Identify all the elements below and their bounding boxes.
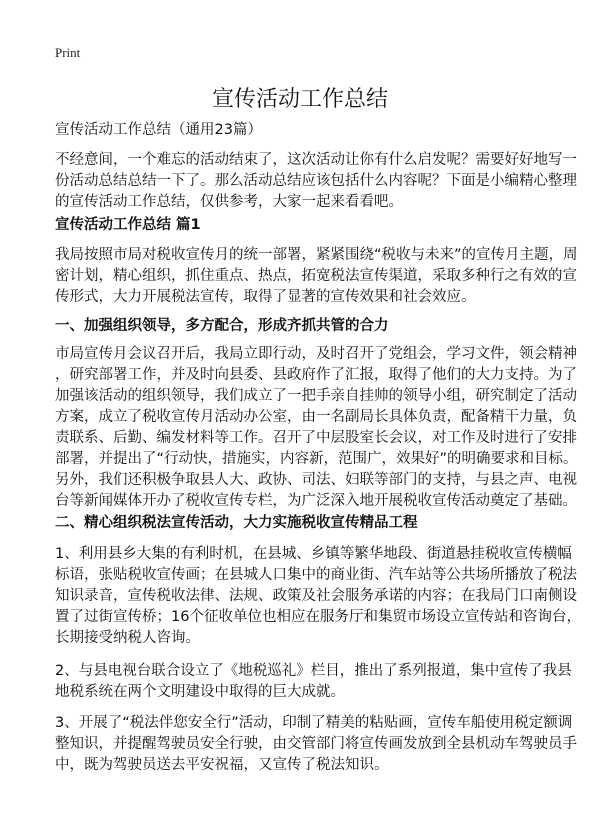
text-line: 不经意间，一个难忘的活动结束了，这次活动让你有什么启发呢？需要好好地写一 [55,152,577,168]
text-line: 方案，成立了税收宣传月活动办公室，由一名副局长具体负责，配备精干力量，负 [55,409,577,425]
section-1-heading: 一、加强组织领导，多方配合，形成齐抓共管的合力 [55,318,389,334]
text-line: 整知识，并提醒驾驶员安全行驶，由交管部门将宣传画发放到全县机动车驾驶员手 [55,736,577,752]
text-line: 传形式，大力开展税法宣传，取得了显著的宣传效果和社会效应。 [55,289,476,305]
section-2-heading: 二、精心组织税法宣传活动，大力实施税收宣传精品工程 [55,515,418,531]
paragraph-1 [55,245,578,308]
text-line: 1、利用县乡大集的有利时机，在县城、乡镇等繁华地段、街道悬挂税收宣传横幅 [55,546,572,562]
page-title: 宣传活动工作总结 [211,87,388,112]
article-heading: 宣传活动工作总结 篇1 [55,217,201,233]
item-3-paragraph [55,713,575,776]
text-line: 加强该活动的组织领导，我们成立了一把手亲自挂帅的领导小组，研究制定了活动 [55,388,577,404]
print-link[interactable]: Print [55,45,81,60]
text-line: 知识录音，宣传税收法律、法规、政策及社会服务承诺的内容；在我局门口南侧设 [55,588,577,604]
text-line: 置了过街宣传桥；16个征收单位也相应在服务厅和集贸市场设立宣传站和咨询台， [55,609,581,625]
text-line: 中，既为驾驶员送去平安祝福，又宣传了税法知识。 [55,757,389,773]
text-line: 责联系、后勤、编发材料等工作。召开了中层股室长会议，对工作及时进行了安排 [55,430,577,446]
text-line: 标语，张贴税收宣传画；在县城人口集中的商业街、汽车站等公共场所播放了税法 [55,567,577,583]
subtitle [55,120,575,141]
text-line: 我局按照市局对税收宣传月的统一部署，紧紧围绕“税收与未来”的宣传月主题，周 [55,247,578,263]
text-line: 长期接受纳税人咨询。 [55,630,200,646]
item-1-paragraph [55,544,581,649]
text-line: 台等新闻媒体开办了税收宣传专栏，为广泛深入地开展税收宣传活动奠定了基础。 [55,493,577,509]
text-line: ，研究部署工作，并及时向县委、县政府作了汇报，取得了他们的大力支持。为了 [55,367,577,383]
text-line: 2、与县电视台联合设立了《地税巡礼》栏目，推出了系列报道，集中宣传了我县 [55,663,572,679]
intro-paragraph [55,150,575,213]
text-line: 另外，我们还积极争取县人大、政协、司法、妇联等部门的支持，与县之声、电视 [55,472,577,488]
text-line: 地税系统在两个文明建设中取得的巨大成就。 [55,684,345,700]
text-line: 部署，并提出了“行动快，措施实，内容新，范围广，效果好”的明确要求和目标。 [55,451,578,467]
text-line: 密计划，精心组织，抓住重点、热点，拓宽税法宣传渠道，采取多种行之有效的宣 [55,268,577,284]
text-line: 3、开展了“税法伴您安全行”活动，印制了精美的粘贴画，宣传车船使用税定额调 [55,715,573,731]
text-line: 份活动总结总结一下了。那么活动总结应该包括什么内容呢？下面是小编精心整理 [55,173,577,189]
text-line: 的宣传活动工作总结，仅供参考，大家一起来看看吧。 [55,194,403,210]
item-2-paragraph [55,661,575,703]
subtitle-text: 宣传活动工作总结（通用23篇） [55,122,262,138]
section-1-paragraph [55,344,578,512]
text-line: 市局宣传月会议召开后，我局立即行动，及时召开了党组会，学习文件，领会精神 [55,346,577,362]
